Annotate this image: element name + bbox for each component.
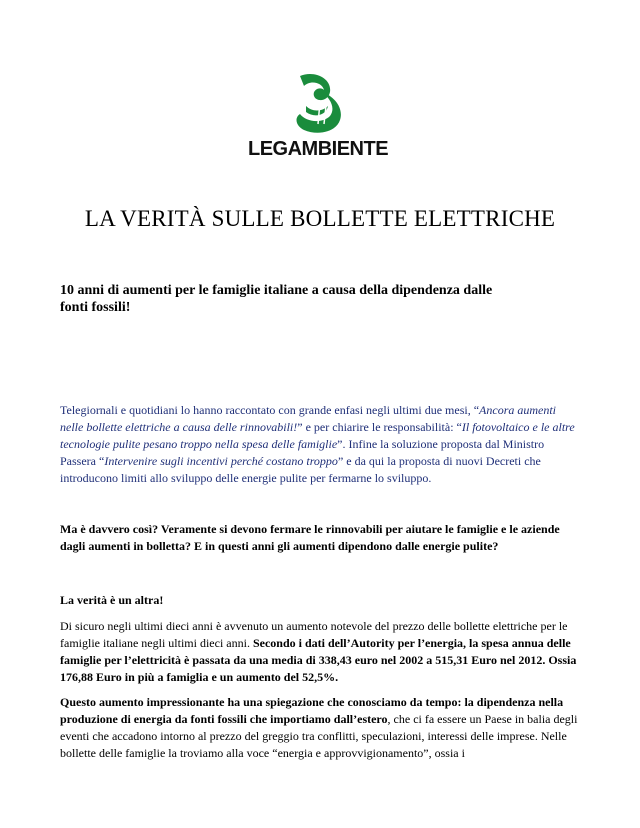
fossil-dependence: Questo aumento impressionante ha una spiegazione che conosciamo da tempo: la dipendenza nella produzione di energia da fonti fossili che importiamo dall’estero (60, 695, 564, 726)
quote-2: Il fotovoltaico e le altre tecnologie pulite pesano troppo nella spesa delle famiglie (60, 420, 575, 451)
question-paragraph: Ma è davvero così? Veramente si devono fermare le rinnovabili per aiutare le famiglie e le aziende dagli aumenti in bolletta? E in questi anni gli aumenti dipendono dalle energie pulite? (60, 522, 560, 553)
quote-3: Intervenire sugli incentivi perché costano troppo (104, 454, 338, 468)
data-paragraph: Di sicuro negli ultimi dieci anni è avvenuto un aumento notevole del prezzo delle bollette elettriche per le famiglie italiane negli ultimi dieci anni. Secondo i dati dell’Autority per l’energia, la spesa annua delle famiglie per l’elettricità è passata da una media di 338,43 euro nel 2002 a 515,31 Euro nel 2012. Ossia 176,88 Euro in più a famiglia e un aumento del 52,5%. (60, 619, 577, 684)
page-title: LA VERITÀ SULLE BOLLETTE ELETTRICHE (84, 206, 556, 231)
logo-wordmark: LEGAMBIENTE (248, 138, 389, 160)
swan-icon (292, 72, 344, 136)
subtitle: 10 anni di aumenti per le famiglie italiane a causa della dipendenza dalle fonti fossili! (60, 283, 493, 315)
autority-data: Secondo i dati dell’Autority per l’energia, la spesa annua delle famiglie per l’elettricità è passata da una media di 338,43 euro nel 2002 a 515,31 Euro nel 2012. Ossia 176,88 Euro in più a famiglia e un aumento del 52,5%. (60, 636, 577, 684)
truth-heading: La verità è un altra! (60, 593, 164, 607)
legambiente-logo (248, 72, 388, 162)
quote-1: Ancora aumenti nelle bollette elettriche a causa delle rinnovabili! (60, 403, 557, 434)
explanation-paragraph: Questo aumento impressionante ha una spiegazione che conosciamo da tempo: la dipendenza nella produzione di energia da fonti fossili che importiamo dall’estero, che ci fa essere un Paese in balia degli eventi che accadono intorno al prezzo del greggio tra conflitti, speculazioni, interessi delle imprese. Nelle bollette delle famiglie la troviamo alla voce “energia e approvvigionamento”, ossia i (60, 695, 578, 760)
intro-paragraph: Telegiornali e quotidiani lo hanno raccontato con grande enfasi negli ultimi due mesi, “Ancora aumenti nelle bollette elettriche a causa delle rinnovabili!” e per chiarire le responsabilità: “Il fotovoltaico e le altre tecnologie pulite pesano troppo nella spesa delle famiglie”. Infine la soluzione proposta dal Ministro Passera “Intervenire sugli incentivi perché costano troppo” e da qui la proposta di nuovi Decreti che introducono limiti allo sviluppo delle energie pulite per fermarne lo sviluppo. (60, 403, 575, 485)
